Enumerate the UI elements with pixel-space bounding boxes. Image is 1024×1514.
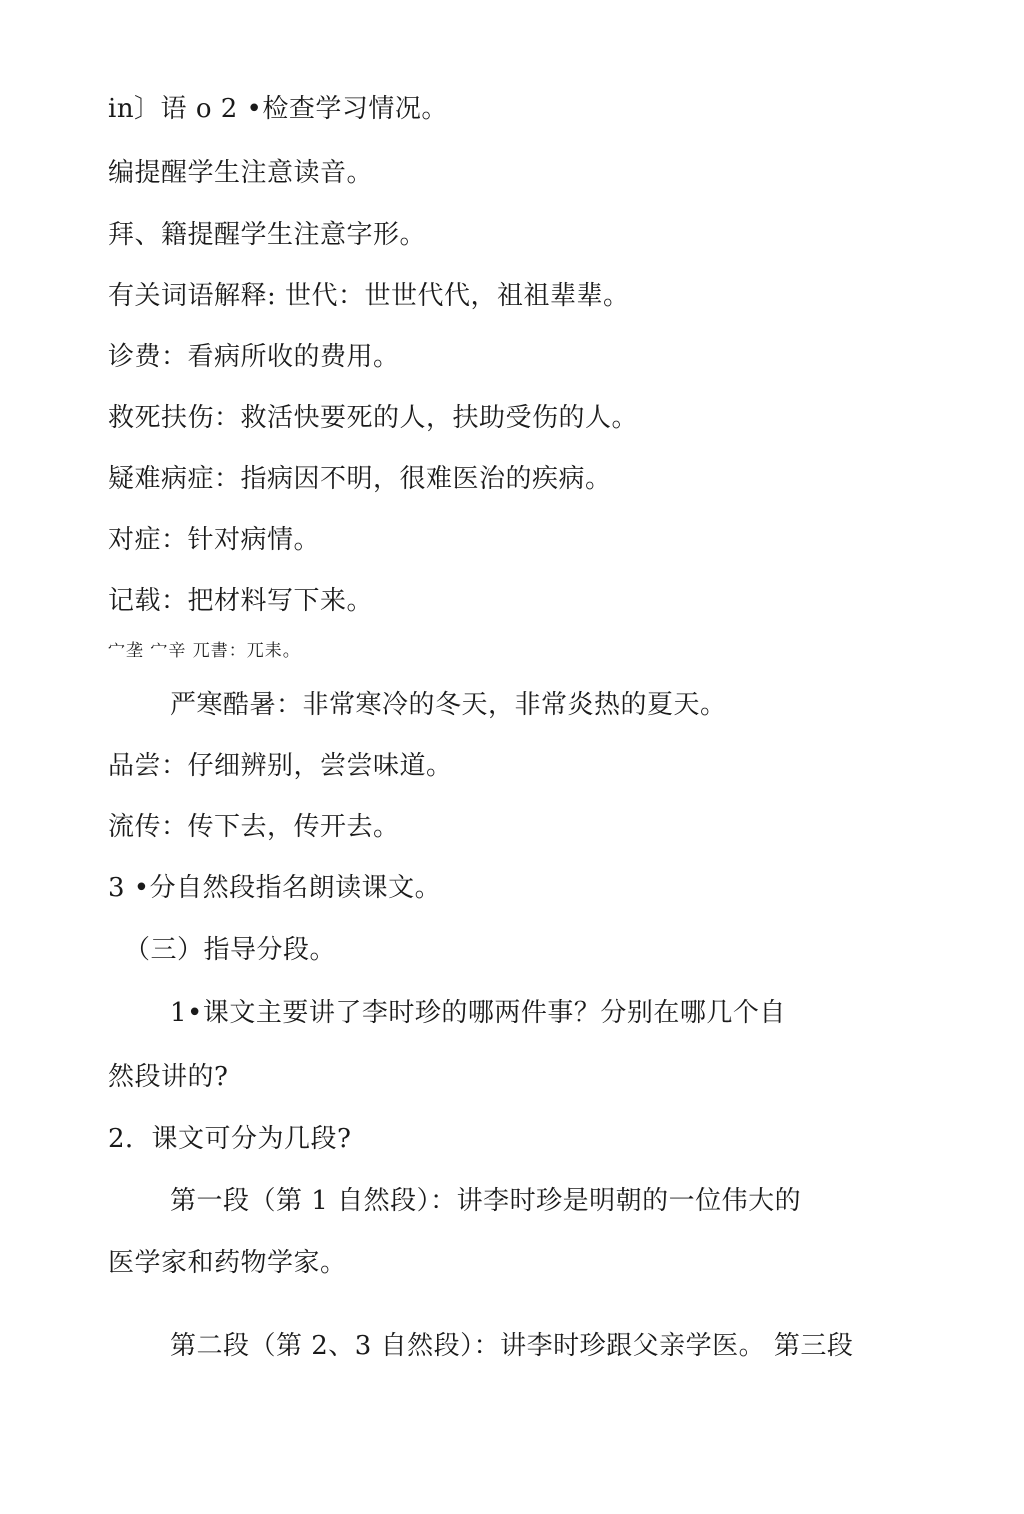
- text-line-question-1: 1•课文主要讲了李时珍的哪两件事？分别在哪几个自: [170, 998, 786, 1028]
- text-line-vocab-zhenfei: 诊费：看病所收的费用。: [108, 342, 400, 372]
- text-line-vocab-yanhan: 严寒酷暑：非常寒冷的冬天，非常炎热的夏天。: [170, 690, 727, 720]
- text-line-section-2: 第二段（第 2、3 自然段）：讲李时珍跟父亲学医。 第三段: [170, 1331, 854, 1361]
- text-line-vocab-shidai: 有关词语解释: 世代：世世代代，祖祖辈辈。: [108, 281, 630, 311]
- text-line-question-2: 2．课文可分为几段?: [108, 1124, 352, 1154]
- text-line-question-1-cont: 然段讲的?: [108, 1062, 229, 1092]
- text-line-pronunciation: 编提醒学生注意读音。: [108, 158, 374, 188]
- section-heading-paragraphing: （三）指导分段。: [124, 935, 337, 965]
- text-line-garbled-small: 宀垄 宀辛 兀書：兀耒。: [108, 641, 301, 661]
- text-line-section-1-cont: 医学家和药物学家。: [108, 1248, 347, 1278]
- text-line-vocab-pinchang: 品尝：仔细辨别，尝尝味道。: [108, 751, 453, 781]
- text-line-step-3: 3 •分自然段指名朗读课文。: [108, 873, 442, 903]
- text-line-glyph-shape: 拜、籍提醒学生注意字形。: [108, 220, 427, 250]
- text-line-vocab-jiusi: 救死扶伤：救活快要死的人，扶助受伤的人。: [108, 403, 639, 433]
- text-line-vocab-yinan: 疑难病症：指病因不明，很难医治的疾病。: [108, 464, 612, 494]
- text-line-vocab-liuchuan: 流传：传下去，传开去。: [108, 812, 400, 842]
- text-line-section-1: 第一段（第 1 自然段）：讲李时珍是明朝的一位伟大的: [170, 1186, 802, 1216]
- text-line-vocab-jizai: 记载：把材料写下来。: [108, 586, 374, 616]
- text-line-vocab-duizheng: 对症：针对病情。: [108, 525, 321, 555]
- text-line-check-learning: in〕语 o 2 •检查学习情况。: [108, 94, 448, 124]
